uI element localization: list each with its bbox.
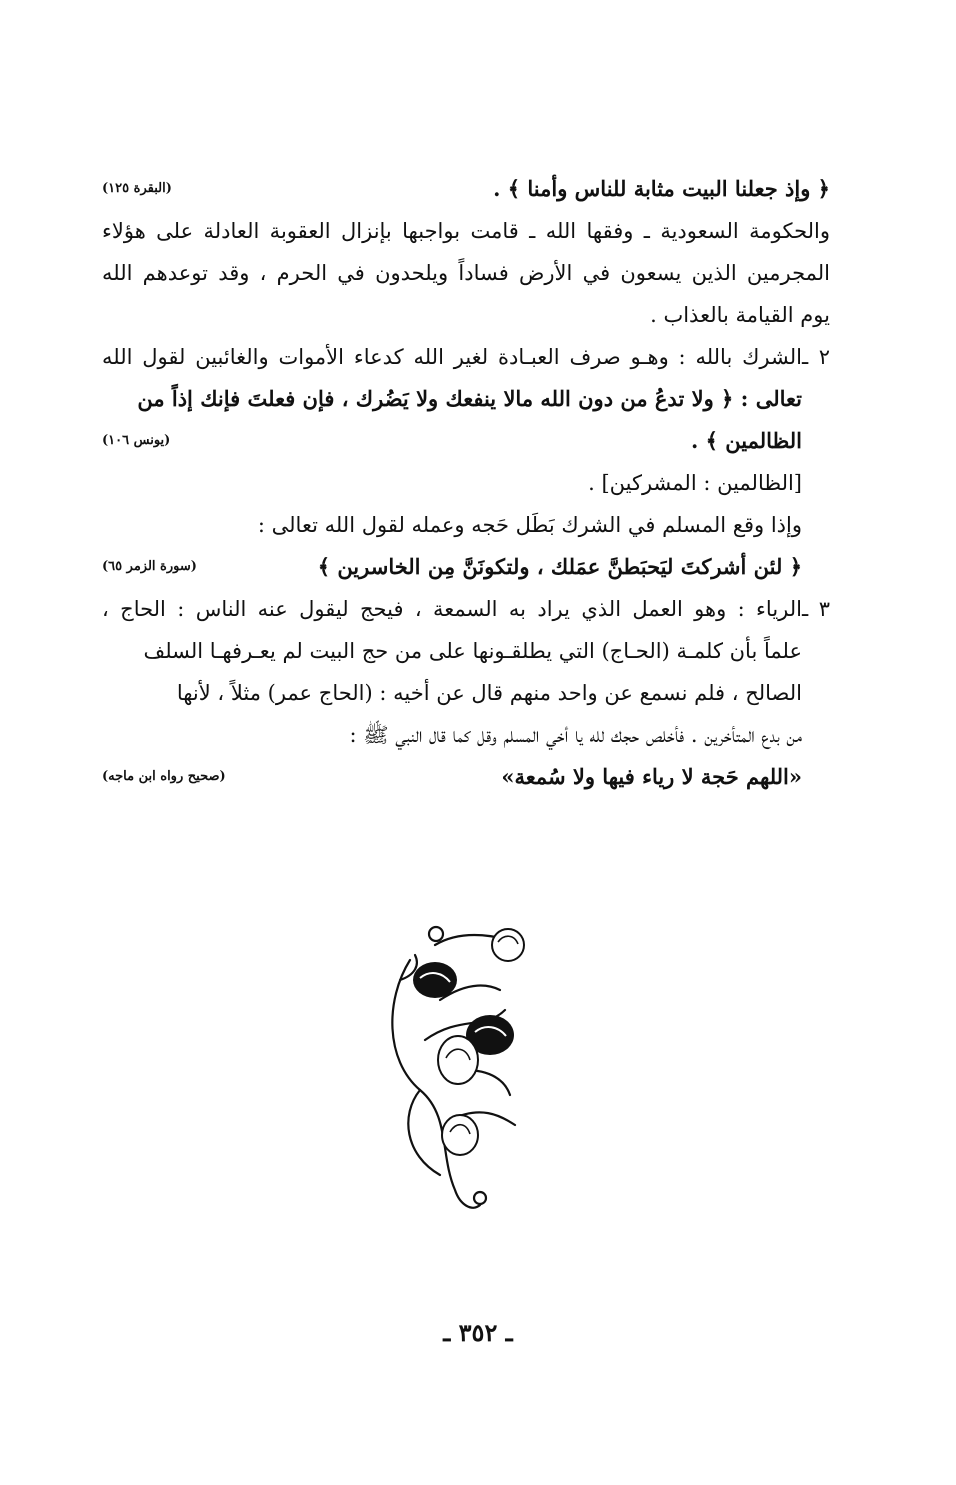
- verse-reference: (البقرة ١٢٥): [102, 181, 172, 196]
- page-number: ـ ٣٥٢ ـ: [443, 1318, 513, 1347]
- line-text: يوم القيامة بالعذاب .: [650, 303, 830, 327]
- paragraph-line: [102, 714, 830, 756]
- paragraph-line: [102, 210, 830, 252]
- line-text: المجرمين الذين يسعون في الأرض فساداً ويلحدون في الحرم ، وقد توعدهم الله: [102, 261, 830, 285]
- verse-text: ﴿ وإذ جعلنا البيت مثابة للناس وأمنا ﴾ .: [493, 176, 830, 201]
- line-text: الشرك بالله : وهـو صرف العبـادة لغير الله كدعاء الأموات والغائبين لقول الله: [102, 345, 802, 369]
- line-text: الرياء : وهو العمل الذي يراد به السمعة ، فيحج ليقول عنه الناس : الحاج ،: [102, 597, 802, 621]
- line-text: وإذا وقع المسلم في الشرك بَطَل حَجه وعمله لقول الله تعالى :: [257, 513, 802, 537]
- verse-text: الظالمين ﴾ .: [691, 428, 802, 453]
- paragraph-line: [102, 630, 830, 672]
- quran-verse-line: [102, 378, 830, 420]
- hadith-reference: (صحيح رواه ابن ماجه): [102, 769, 226, 784]
- line-text: والحكومة السعودية ـ وفقها الله ـ قامت بواجبها بإنزال العقوبة العادلة على هؤلاء: [102, 219, 830, 243]
- list-number: ٢ ـ: [802, 345, 830, 369]
- paragraph-line: [102, 252, 830, 294]
- line-text: تعالى : ﴿ ولا تدعُ من دون الله مالا ينفعك ولا يَضُرك ، فإن فعلتَ فإنك إذاً من: [137, 386, 802, 411]
- line-text: من بدع المتأخرين . فأخلص حجك لله يا أخي المسلم وقل كما قال النبي ﷺ :: [349, 723, 802, 747]
- quran-verse-line: [102, 546, 830, 588]
- list-item-2-line: [102, 336, 830, 378]
- line-text: الصالح ، فلم نسمع عن واحد منهم قال عن أخيه : (الحاج عمر) مثلاً ، لأنها: [176, 681, 802, 705]
- line-text: [الظالمين : المشركين] .: [588, 471, 802, 495]
- verse-reference: (يونس ١٠٦): [102, 433, 171, 448]
- verse-reference: (سورة الزمر ٦٥): [102, 559, 197, 574]
- quran-verse-line: [102, 420, 830, 462]
- paragraph-line: [102, 504, 830, 546]
- floral-ornament-icon: [380, 920, 550, 1220]
- body-text: [102, 168, 830, 798]
- verse-text: ﴿ لئن أشركتَ ليَحبَطنَّ عمَلك ، ولتكونَنَّ مِن الخاسرين ﴾: [317, 554, 802, 579]
- paragraph-line: [102, 672, 830, 714]
- quran-verse-line: [102, 168, 830, 210]
- list-number: ٣ ـ: [802, 597, 830, 621]
- paragraph-line: [102, 294, 830, 336]
- hadith-line: [102, 756, 830, 798]
- line-text: علماً بأن كلمـة (الحـاج) التي يطلقـونها على من حج البيت لم يعـرفهـا السلف: [143, 639, 802, 663]
- hadith-text: «اللهم حَجة لا رياء فيها ولا سُمعة»: [501, 764, 802, 789]
- list-item-3-line: [102, 588, 830, 630]
- paragraph-line: [102, 462, 830, 504]
